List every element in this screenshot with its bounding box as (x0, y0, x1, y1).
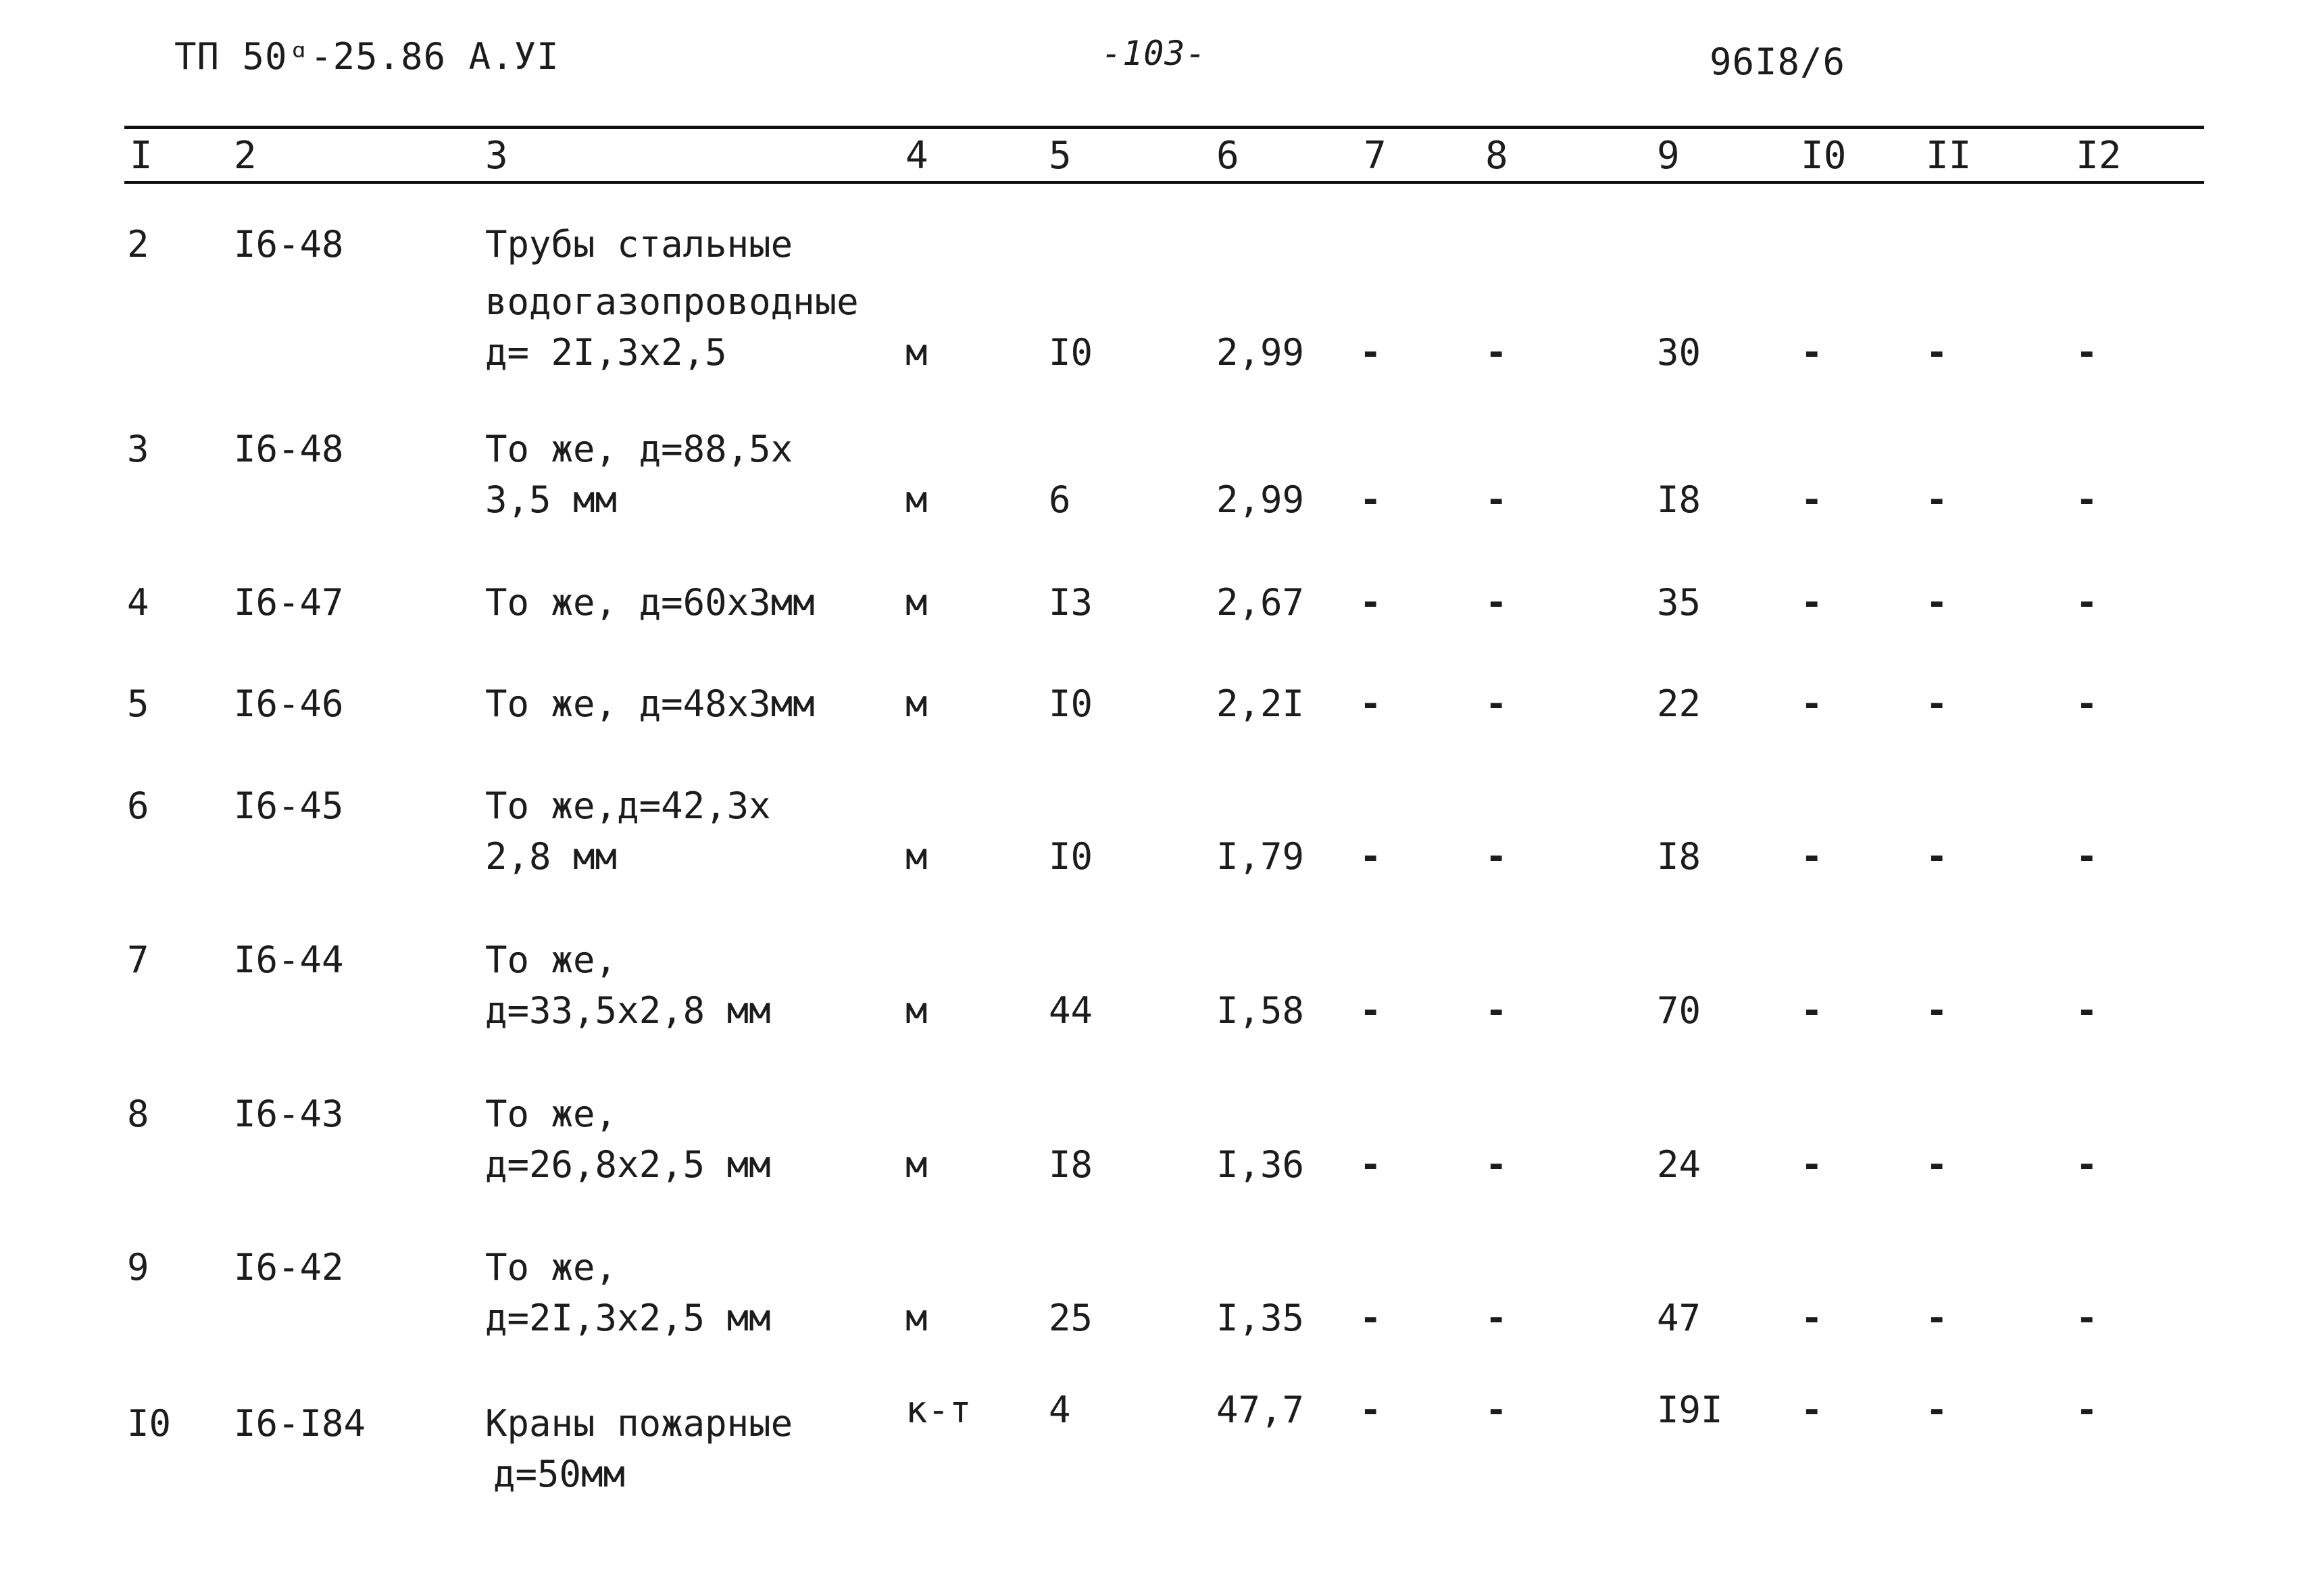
total-cell: 35 (1657, 581, 1701, 624)
row-number: I0 (127, 1402, 172, 1445)
column7-cell: - (1360, 989, 1382, 1032)
row-number: 5 (127, 682, 149, 725)
row-number: 3 (127, 428, 149, 470)
column-number-10: I0 (1801, 134, 1847, 178)
column12-cell: - (2076, 989, 2098, 1032)
total-cell: 70 (1657, 989, 1701, 1032)
position-code: I6-48 (234, 223, 344, 266)
item-name-line: Краны пожарные (485, 1402, 793, 1445)
price-cell: I,58 (1216, 989, 1305, 1032)
column7-cell: - (1360, 682, 1382, 725)
total-cell: 22 (1657, 682, 1701, 725)
item-name-line: д=26,8х2,5 мм (485, 1143, 771, 1186)
unit-cell: м (905, 835, 928, 878)
column7-cell: - (1360, 835, 1382, 878)
column-number-8: 8 (1485, 134, 1508, 178)
column-number-1: I (130, 134, 153, 178)
row-number: 2 (127, 223, 149, 266)
total-cell: 30 (1657, 331, 1701, 374)
column-number-6: 6 (1216, 134, 1239, 178)
column10-cell: - (1801, 478, 1823, 521)
column10-cell: - (1801, 989, 1823, 1032)
item-name-line: То же,д=42,3х (485, 784, 771, 827)
total-cell: 47 (1657, 1297, 1701, 1339)
row-number: 9 (127, 1246, 149, 1289)
item-name-line: То же, (485, 1093, 618, 1135)
position-code: I6-45 (234, 784, 344, 827)
unit-cell: м (905, 989, 928, 1032)
column7-cell: - (1360, 581, 1382, 624)
column7-cell: - (1360, 1143, 1382, 1186)
column-number-12: I2 (2076, 134, 2122, 178)
column10-cell: - (1801, 682, 1823, 725)
table-header-rule (124, 181, 2204, 184)
price-cell: I,79 (1216, 835, 1305, 878)
column7-cell: - (1360, 478, 1382, 521)
price-cell: 2,67 (1216, 581, 1305, 624)
quantity-cell: 4 (1049, 1389, 1071, 1431)
unit-cell: м (905, 682, 928, 725)
row-number: 7 (127, 939, 149, 981)
column7-cell: - (1360, 1389, 1382, 1431)
column8-cell: - (1485, 989, 1508, 1032)
total-cell: I8 (1657, 835, 1701, 878)
page-number: -103- (1101, 34, 1207, 73)
unit-cell: м (905, 1297, 928, 1339)
position-code: I6-44 (234, 939, 344, 981)
item-name-line: 3,5 мм (485, 478, 618, 521)
total-cell: 24 (1657, 1143, 1701, 1186)
column7-cell: - (1360, 1297, 1382, 1339)
item-name-line: д=50мм (493, 1453, 626, 1495)
column-number-11: II (1926, 134, 1972, 178)
position-code: I6-48 (234, 428, 344, 470)
column11-cell: - (1926, 835, 1948, 878)
unit-cell: к-т (905, 1389, 972, 1431)
position-code: I6-42 (234, 1246, 344, 1289)
column12-cell: - (2076, 835, 2098, 878)
quantity-cell: I0 (1049, 835, 1093, 878)
table-top-rule (124, 126, 2204, 129)
price-cell: I,35 (1216, 1297, 1305, 1339)
column-number-3: 3 (485, 134, 508, 178)
item-name-line: То же, д=60х3мм (485, 581, 815, 624)
column12-cell: - (2076, 1389, 2098, 1431)
album-code: 96I8/6 (1710, 41, 1846, 83)
unit-cell: м (905, 581, 928, 624)
column12-cell: - (2076, 581, 2098, 624)
column8-cell: - (1485, 1143, 1508, 1186)
unit-cell: м (905, 478, 928, 521)
item-name-line: д=33,5х2,8 мм (485, 989, 771, 1032)
column-number-2: 2 (234, 134, 257, 178)
row-number: 4 (127, 581, 149, 624)
column12-cell: - (2076, 1297, 2098, 1339)
column-number-4: 4 (905, 134, 928, 178)
column8-cell: - (1485, 1297, 1508, 1339)
column11-cell: - (1926, 682, 1948, 725)
column10-cell: - (1801, 581, 1823, 624)
column7-cell: - (1360, 331, 1382, 374)
column-number-9: 9 (1657, 134, 1680, 178)
quantity-cell: I8 (1049, 1143, 1093, 1186)
item-name-line: То же, д=88,5х (485, 428, 793, 470)
item-name-line: д= 2I,3х2,5 (485, 331, 727, 374)
position-code: I6-46 (234, 682, 344, 725)
column10-cell: - (1801, 1389, 1823, 1431)
price-cell: 2,99 (1216, 478, 1305, 521)
column10-cell: - (1801, 1143, 1823, 1186)
quantity-cell: I3 (1049, 581, 1093, 624)
column11-cell: - (1926, 581, 1948, 624)
item-name-line: То же, (485, 939, 618, 981)
column8-cell: - (1485, 331, 1508, 374)
column12-cell: - (2076, 478, 2098, 521)
column10-cell: - (1801, 331, 1823, 374)
row-number: 6 (127, 784, 149, 827)
column8-cell: - (1485, 478, 1508, 521)
column12-cell: - (2076, 682, 2098, 725)
quantity-cell: 44 (1049, 989, 1093, 1032)
doc-code: ТП 50ᵅ-25.86 А.УI (174, 35, 559, 78)
item-name-line: То же, (485, 1246, 618, 1289)
column12-cell: - (2076, 331, 2098, 374)
item-name-line: 2,8 мм (485, 835, 618, 878)
column11-cell: - (1926, 1389, 1948, 1431)
row-number: 8 (127, 1093, 149, 1135)
quantity-cell: I0 (1049, 682, 1093, 725)
position-code: I6-43 (234, 1093, 344, 1135)
column11-cell: - (1926, 989, 1948, 1032)
item-name-line: То же, д=48х3мм (485, 682, 815, 725)
position-code: I6-47 (234, 581, 344, 624)
quantity-cell: 6 (1049, 478, 1071, 521)
unit-cell: м (905, 1143, 928, 1186)
quantity-cell: 25 (1049, 1297, 1093, 1339)
column-number-5: 5 (1049, 134, 1072, 178)
column11-cell: - (1926, 1297, 1948, 1339)
column8-cell: - (1485, 835, 1508, 878)
price-cell: 2,99 (1216, 331, 1305, 374)
column8-cell: - (1485, 682, 1508, 725)
column10-cell: - (1801, 835, 1823, 878)
item-name-line: водогазопроводные (485, 280, 859, 323)
price-cell: 47,7 (1216, 1389, 1305, 1431)
unit-cell: м (905, 331, 928, 374)
quantity-cell: I0 (1049, 331, 1093, 374)
column11-cell: - (1926, 1143, 1948, 1186)
price-cell: I,36 (1216, 1143, 1305, 1186)
column11-cell: - (1926, 331, 1948, 374)
total-cell: I8 (1657, 478, 1701, 521)
position-code: I6-I84 (234, 1402, 366, 1445)
column8-cell: - (1485, 1389, 1508, 1431)
item-name-line: д=2I,3х2,5 мм (485, 1297, 771, 1339)
item-name-line: Трубы стальные (485, 223, 793, 266)
column10-cell: - (1801, 1297, 1823, 1339)
column11-cell: - (1926, 478, 1948, 521)
column12-cell: - (2076, 1143, 2098, 1186)
price-cell: 2,2I (1216, 682, 1305, 725)
column8-cell: - (1485, 581, 1508, 624)
column-number-7: 7 (1364, 134, 1387, 178)
total-cell: I9I (1657, 1389, 1723, 1431)
